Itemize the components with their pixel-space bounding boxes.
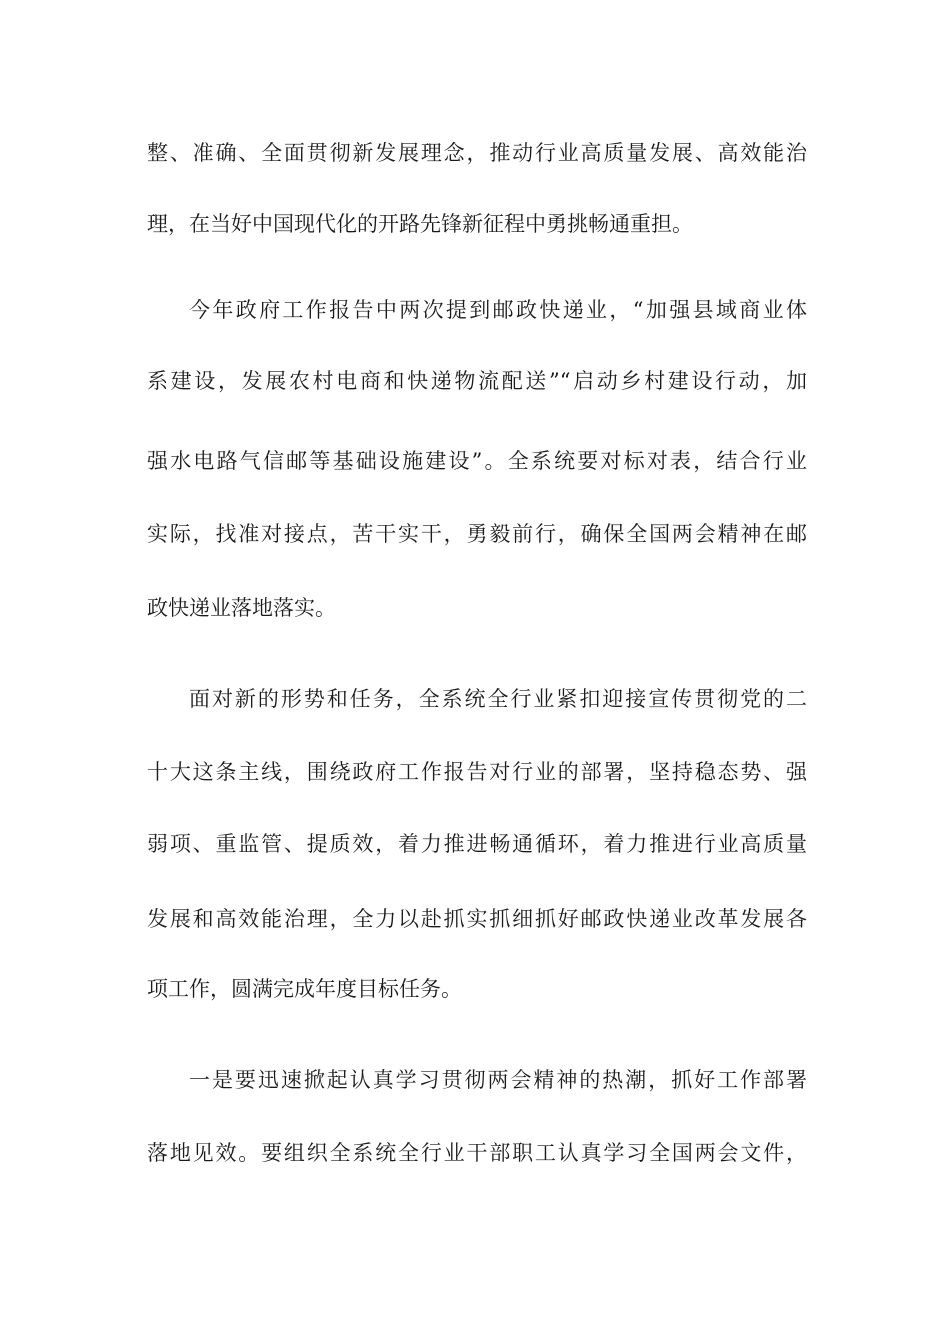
paragraph-line: 系建设，发展农村电商和快递物流配送”“启动乡村建设行动，加 <box>147 369 807 393</box>
paragraph-line: 今年政府工作报告中两次提到邮政快递业，“加强县域商业体 <box>189 298 807 322</box>
paragraph-line: 面对新的形势和任务，全系统全行业紧扣迎接宣传贯彻党的二 <box>189 687 807 711</box>
paragraph-line: 强水电路气信邮等基础设施建设”。全系统要对标对表，结合行业 <box>147 449 807 473</box>
paragraph-line: 发展和高效能治理，全力以赴抓实抓细抓好邮政快递业改革发展各 <box>147 907 807 931</box>
paragraph-line: 政快递业落地落实。 <box>147 596 336 620</box>
paragraph-line: 一是要迅速掀起认真学习贯彻两会精神的热潮，抓好工作部署 <box>189 1068 807 1092</box>
paragraph-line: 十大这条主线，围绕政府工作报告对行业的部署，坚持稳态势、强 <box>147 760 807 784</box>
paragraph-line: 实际，找准对接点，苦干实干，勇毅前行，确保全国两会精神在邮 <box>147 522 807 546</box>
paragraph-line: 弱项、重监管、提质效，着力推进畅通循环，着力推进行业高质量 <box>147 832 807 856</box>
paragraph-line: 理，在当好中国现代化的开路先锋新征程中勇挑畅通重担。 <box>147 212 693 236</box>
paragraph-line: 项工作，圆满完成年度目标任务。 <box>147 977 462 1001</box>
paragraph-line: 落地见效。要组织全系统全行业干部职工认真学习全国两会文件， <box>147 1141 807 1165</box>
paragraph-line: 整、准确、全面贯彻新发展理念，推动行业高质量发展、高效能治 <box>147 141 807 165</box>
